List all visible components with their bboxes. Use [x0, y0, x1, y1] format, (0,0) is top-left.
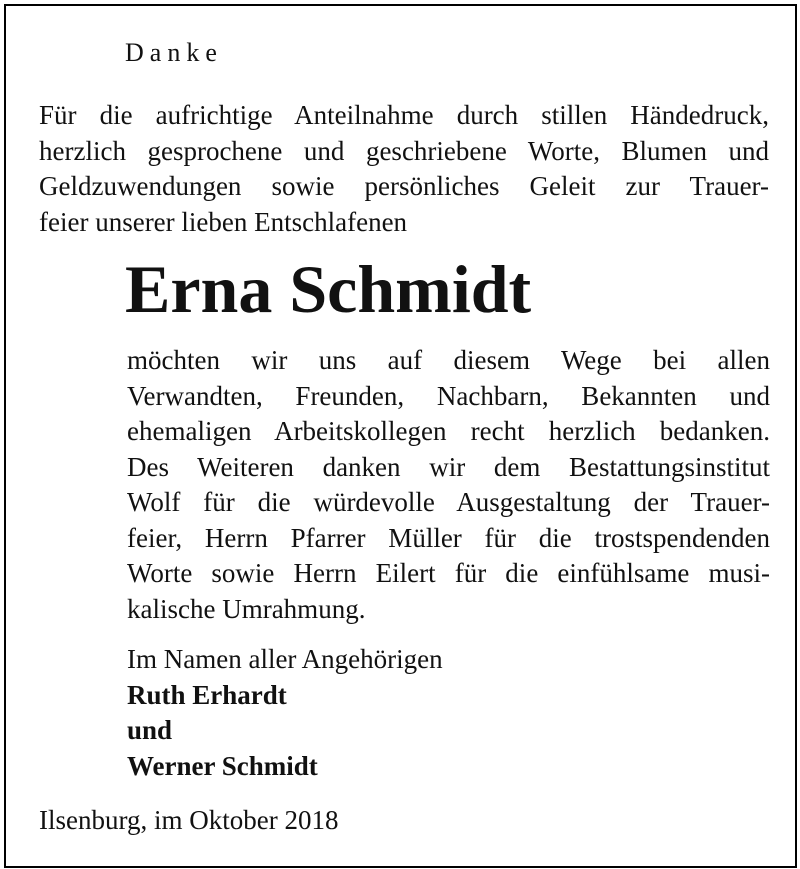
signature-conjunction: und — [127, 715, 173, 745]
thanks-line: möchten wir uns auf diesem Wege bei allen — [127, 345, 770, 375]
intro-line: Geldzuwendungen sowie persönliches Geleit zur Trauer- — [39, 171, 769, 201]
signatory-name: Ruth Erhardt — [127, 679, 287, 710]
deceased-name: Erna Schmidt — [125, 251, 532, 327]
signature-intro: Im Namen aller Angehörigen — [127, 644, 443, 674]
thanks-line: Verwandten, Freunden, Nachbarn, Bekannten und — [127, 380, 770, 411]
thanks-line: Des Weiteren danken wir dem Bestattungsinstitut — [127, 451, 770, 482]
intro-line: Für die aufrichtige Anteilnahme durch stillen Händedruck, — [39, 100, 769, 130]
intro-paragraph — [39, 98, 769, 240]
signatory-name: Werner Schmidt — [127, 750, 318, 781]
intro-line: herzlich gesprochene und geschriebene Worte, Blumen und — [39, 135, 769, 166]
thanks-line: kalische Umrahmung. — [127, 593, 366, 624]
signature-block — [127, 642, 443, 784]
thanks-line: Wolf für die würdevolle Ausgestaltung der Trauer- — [127, 487, 770, 517]
notice-heading: Danke — [125, 38, 223, 67]
thanks-line: Worte sowie Herrn Eilert für die einfühlsame musi- — [127, 558, 770, 588]
thanks-line: feier, Herrn Pfarrer Müller für die trostspendenden — [127, 522, 770, 553]
place-date: Ilsenburg, im Oktober 2018 — [39, 805, 339, 835]
obituary-notice — [4, 4, 797, 868]
thanks-paragraph — [127, 343, 770, 627]
thanks-line: ehemaligen Arbeitskollegen recht herzlich bedanken. — [127, 416, 770, 446]
intro-line: feier unserer lieben Entschlafenen — [39, 206, 408, 237]
